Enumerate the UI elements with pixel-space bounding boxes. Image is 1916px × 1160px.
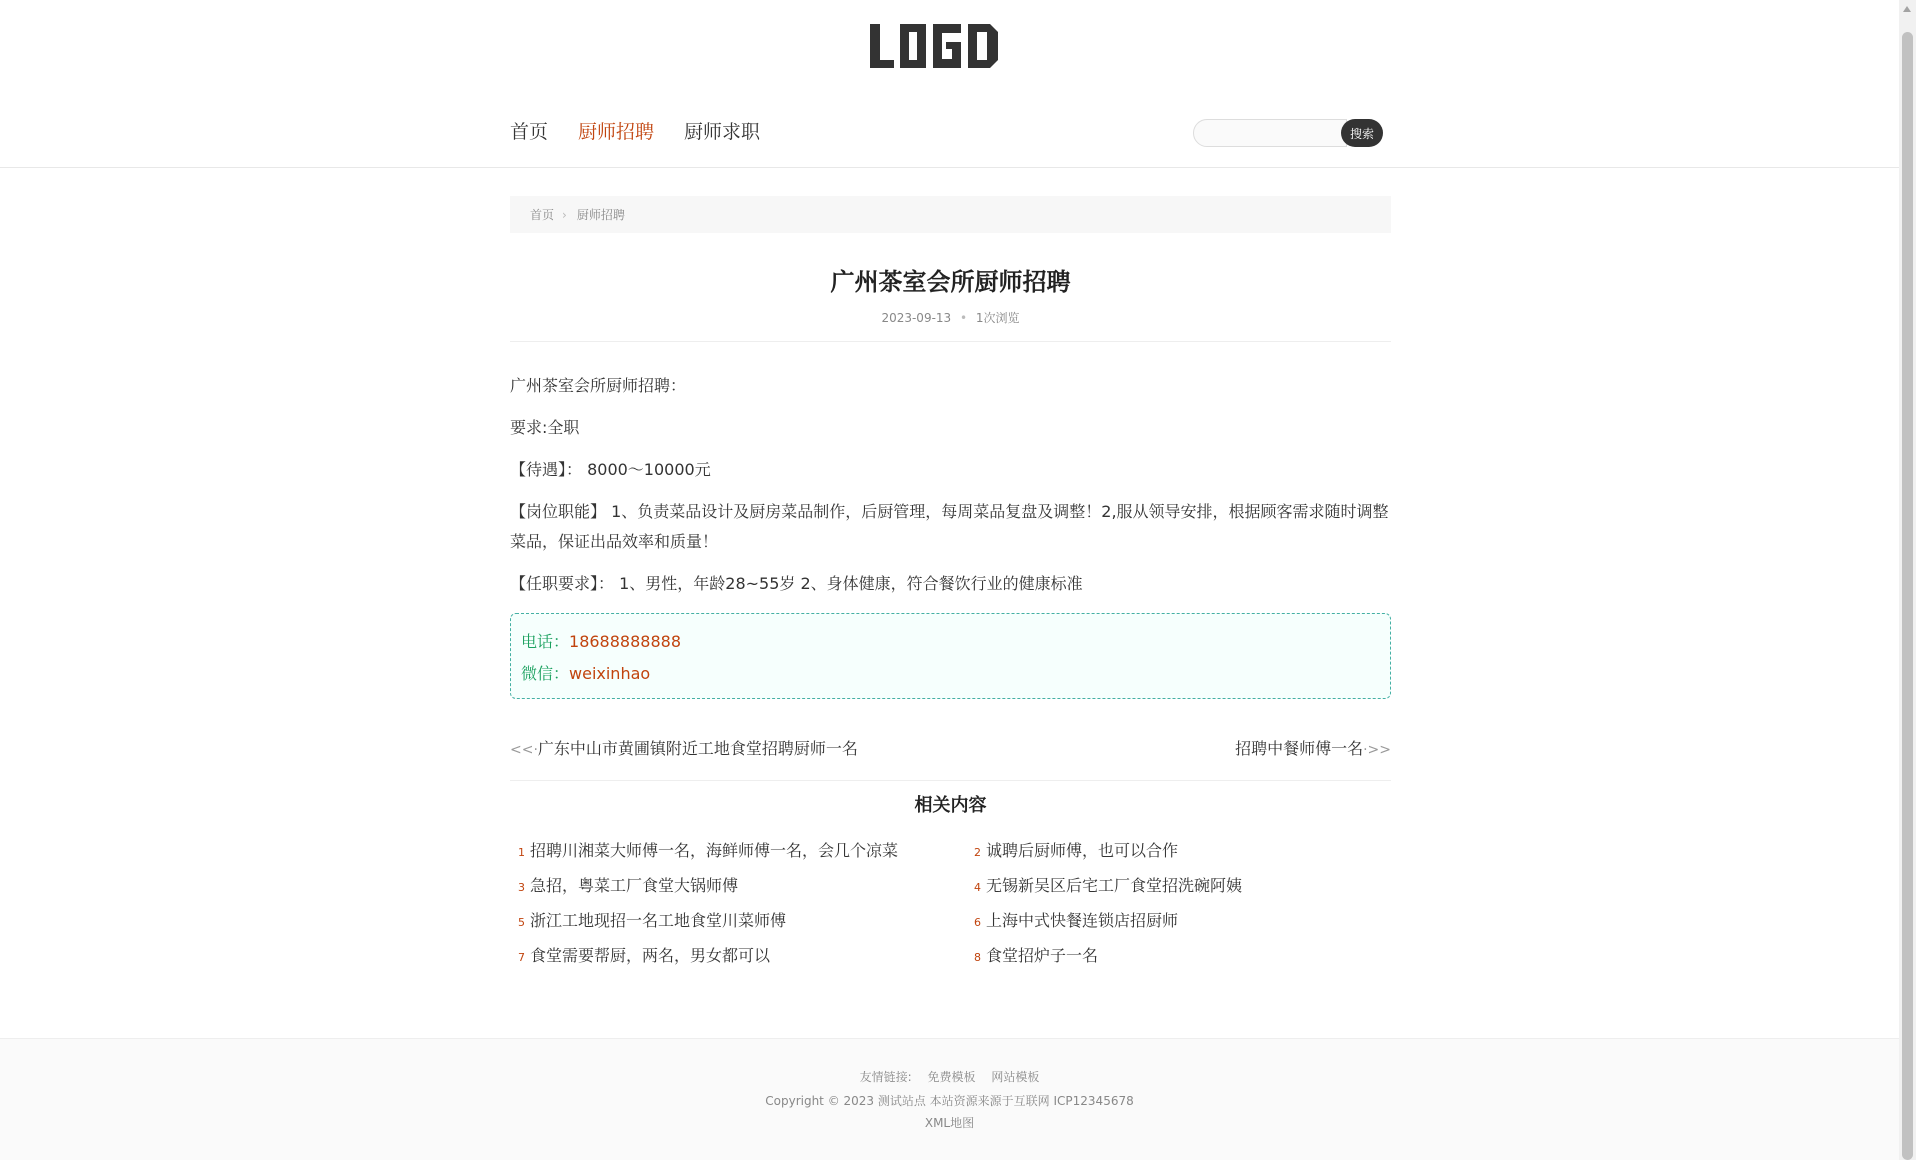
site-logo[interactable] xyxy=(870,22,998,72)
item-number: 1 xyxy=(518,846,525,859)
related-title: 相关内容 xyxy=(914,795,987,816)
item-number: 5 xyxy=(518,916,525,929)
site-header xyxy=(0,0,1916,168)
article-body xyxy=(510,371,1391,599)
list-item[interactable] xyxy=(518,839,974,865)
footer-link[interactable]: 免费模板 xyxy=(927,1070,976,1084)
wechat-line xyxy=(521,658,1380,690)
prev-next-nav xyxy=(510,737,1391,762)
prev-arrow-icon: <<· xyxy=(510,742,538,758)
search-button[interactable]: 搜索 xyxy=(1341,119,1383,147)
item-title: 食堂需要帮厨，两名，男女都可以 xyxy=(530,946,771,965)
article-date: 2023-09-13 xyxy=(881,311,952,325)
item-number: 2 xyxy=(974,846,981,859)
friend-links-label: 友情链接: xyxy=(859,1070,912,1084)
item-number: 3 xyxy=(518,881,525,894)
list-item[interactable] xyxy=(974,944,1399,970)
chevron-right-icon: › xyxy=(562,207,567,222)
item-number: 4 xyxy=(974,881,981,894)
scrollbar-thumb[interactable] xyxy=(1902,32,1913,1160)
item-number: 6 xyxy=(974,916,981,929)
contact-box xyxy=(510,613,1391,699)
item-title: 招聘川湘菜大师傅一名，海鲜师傅一名，会几个凉菜 xyxy=(530,841,899,860)
list-item[interactable] xyxy=(518,944,974,970)
copyright: Copyright © 2023 测试站点 本站资源来源于互联网 ICP12345678 xyxy=(765,1094,1134,1108)
dot-separator: • xyxy=(960,311,968,325)
prev-article-title: 广东中山市黄圃镇附近工地食堂招聘厨师一名 xyxy=(537,739,858,758)
article-meta xyxy=(510,310,1391,326)
divider xyxy=(510,780,1391,781)
divider xyxy=(510,341,1391,342)
article-paragraph: 广州茶室会所厨师招聘： xyxy=(510,376,687,395)
nav-chef-job-seeking[interactable]: 厨师求职 xyxy=(684,121,761,143)
list-item[interactable] xyxy=(974,874,1399,900)
article-views: 1次浏览 xyxy=(975,311,1020,325)
search-input[interactable] xyxy=(1193,119,1347,147)
phone-number[interactable]: 18688888888 xyxy=(569,632,681,651)
item-title: 食堂招炉子一名 xyxy=(986,946,1099,965)
article-paragraph: 【任职要求】： 1、男性，年龄28~55岁 2、身体健康，符合餐饮行业的健康标准 xyxy=(510,574,1083,593)
nav-chef-recruitment[interactable]: 厨师招聘 xyxy=(578,121,655,143)
next-article-link[interactable] xyxy=(1235,737,1391,762)
item-title: 上海中式快餐连锁店招厨师 xyxy=(986,911,1179,930)
friend-links xyxy=(0,1067,1899,1087)
scroll-up-icon[interactable] xyxy=(1903,6,1911,12)
article-paragraph: 【岗位职能】 1、负责菜品设计及厨房菜品制作，后厨管理，每周菜品复盘及调整！2,服从领导安排，根据顾客需求随时调整菜品，保证出品效率和质量！ xyxy=(510,502,1389,551)
item-title: 诚聘后厨师傅，也可以合作 xyxy=(986,841,1179,860)
main-content xyxy=(510,196,1391,970)
phone-line xyxy=(521,626,1380,658)
list-item[interactable] xyxy=(974,909,1399,935)
next-article-title: 招聘中餐师傅一名 xyxy=(1235,739,1364,758)
list-item[interactable] xyxy=(518,874,974,900)
nav-home[interactable]: 首页 xyxy=(510,121,549,143)
breadcrumb-home[interactable]: 首页 xyxy=(530,208,555,222)
item-title: 浙江工地现招一名工地食堂川菜师傅 xyxy=(530,911,787,930)
page-title: 广州茶室会所厨师招聘 xyxy=(830,268,1071,296)
item-title: 急招，粤菜工厂食堂大锅师傅 xyxy=(530,876,739,895)
footer-link[interactable]: 网站模板 xyxy=(991,1070,1040,1084)
site-footer xyxy=(0,1038,1899,1160)
breadcrumb xyxy=(510,196,1391,233)
list-item[interactable] xyxy=(974,839,1399,865)
item-number: 8 xyxy=(974,951,981,964)
breadcrumb-current[interactable]: 厨师招聘 xyxy=(576,208,625,222)
phone-label: 电话： xyxy=(521,632,570,651)
prev-article-link[interactable] xyxy=(510,737,858,762)
article-paragraph: 【待遇】： 8000～10000元 xyxy=(510,460,711,479)
wechat-label: 微信： xyxy=(521,664,570,683)
scrollbar[interactable] xyxy=(1899,0,1916,1160)
list-item[interactable] xyxy=(518,909,974,935)
article-paragraph: 要求:全职 xyxy=(510,418,580,437)
main-nav xyxy=(510,118,760,146)
wechat-id[interactable]: weixinhao xyxy=(569,664,651,683)
related-list xyxy=(510,839,1391,970)
search-bar xyxy=(1193,119,1383,147)
sitemap-link[interactable]: XML地图 xyxy=(924,1116,975,1130)
item-title: 无锡新吴区后宅工厂食堂招洗碗阿姨 xyxy=(986,876,1243,895)
next-arrow-icon: ·>> xyxy=(1363,742,1391,758)
item-number: 7 xyxy=(518,951,525,964)
